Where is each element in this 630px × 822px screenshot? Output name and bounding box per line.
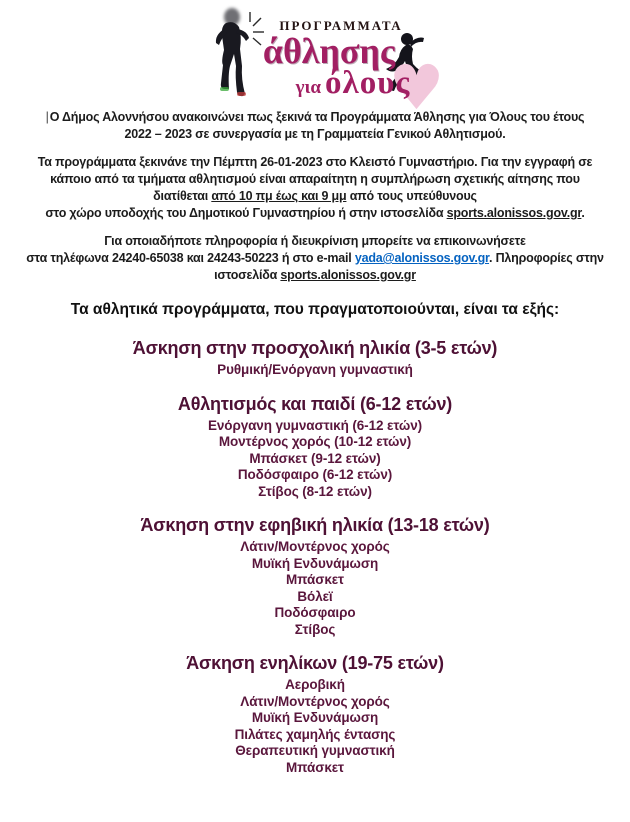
text-segment: ιστοσελίδα (214, 268, 281, 282)
text-segment: . Πληροφορίες στην (489, 251, 604, 265)
program-section (0, 653, 630, 776)
text-segment: 2022 – 2023 σε συνεργασία με τη Γραμματεία Γενικού Αθλητισμού. (124, 127, 506, 141)
program-item: Μπάσκετ (9-12 ετών) (249, 450, 381, 466)
logo-olous-text: όλους (325, 65, 411, 102)
email-link[interactable]: yada@alonissos.gov.gr (354, 251, 490, 265)
program-item: Ποδόσφαιρο (6-12 ετών) (237, 467, 393, 482)
underlined-text: sports.alonissos.gov.gr (280, 268, 416, 282)
program-item: Πιλάτες χαμηλής έντασης (234, 726, 396, 742)
program-item: Ρυθμική/Ενόργανη γυμναστική (217, 362, 413, 377)
intro-paragraph (0, 154, 630, 222)
logo-gia-text: για (295, 77, 322, 99)
program-item: Ενόργανη γυμναστική (6-12 ετών) (207, 417, 423, 433)
logo-programs-text: ΠΡΟΓΡΑΜΜΑΤΑ (279, 18, 403, 33)
section-title: Αθλητισμός και παιδί (6-12 ετών) (177, 393, 453, 414)
program-item: Μοντέρνος χορός (10-12 ετών) (218, 434, 412, 449)
text-segment: διατίθεται (153, 189, 212, 203)
text-segment: κάποιο από τα τμήματα αθλητισμού είναι απαραίτητη η συμπλήρωση σχετικής αίτησης που (50, 172, 580, 186)
text-segment: Για οποιαδήποτε πληροφορία ή διευκρίνιση μπορείτε να επικοινωνήσετε (104, 234, 526, 248)
intro-paragraph (0, 233, 630, 284)
underlined-text: από 10 πμ έως και 9 μμ (211, 189, 347, 203)
program-item: Ποδόσφαιρο (274, 605, 356, 620)
program-item: Λάτιν/Μοντέρνος χορός (240, 693, 390, 709)
program-item: Αεροβική (285, 677, 345, 692)
program-sections (0, 338, 630, 776)
underlined-text: sports.alonissos.gov.gr (446, 206, 582, 220)
program-section (0, 515, 630, 638)
text-segment: Ο Δήμος Αλοννήσου ανακοινώνει πως ξεκινά τα Προγράμματα Άθλησης για Όλους του έτους (49, 110, 585, 124)
runner-silhouette-icon (201, 4, 267, 98)
program-item: Μυϊκή Ενδυνάμωση (251, 555, 379, 571)
heart-icon: ♥ (388, 51, 445, 125)
intro-paragraphs (0, 109, 630, 284)
text-segment: από τους υπεύθυνους (346, 189, 477, 203)
section-title: Άσκηση ενηλίκων (19-75 ετών) (186, 653, 444, 673)
text-segment: Τα προγράμματα ξεκινάνε την Πέμπτη 26-01-2023 στο Κλειστό Γυμναστήριο. Για την εγγραφή σε (37, 155, 593, 169)
program-item: Μυϊκή Ενδυνάμωση (251, 710, 379, 725)
program-item: Στίβος (294, 621, 336, 637)
logo-gia-olous-text (295, 51, 445, 125)
program-item: Θεραπευτική γυμναστική (235, 743, 395, 758)
section-title: Άσκηση στην εφηβική ηλικία (13-18 ετών) (140, 515, 490, 535)
main-heading: Τα αθλητικά προγράμματα, που πραγματοποιούνται, είναι τα εξής: (70, 301, 560, 318)
program-section (0, 338, 630, 379)
intro-paragraph (0, 109, 630, 143)
text-cursor: | (45, 110, 49, 124)
program-item: Λάτιν/Μοντέρνος χορός (240, 539, 390, 554)
text-segment: στο χώρο υποδοχής του Δημοτικού Γυμναστηρίου ή στην ιστοσελίδα (45, 206, 447, 220)
program-item: Μπάσκετ (285, 572, 344, 587)
logo-athlisis-text: άθλησης (262, 31, 396, 71)
section-title: Άσκηση στην προσχολική ηλικία (3-5 ετών) (132, 338, 498, 358)
program-item: Μπάσκετ (285, 759, 344, 775)
text-segment: . (581, 206, 585, 220)
program-item: Βόλεϊ (297, 588, 333, 604)
program-item: Στίβος (8-12 ετών) (258, 483, 372, 499)
text-segment: στα τηλέφωνα 24240-65038 και 24243-50223 ή στο e-mail (26, 251, 355, 265)
program-section (0, 394, 630, 501)
logo-text (261, 4, 445, 125)
